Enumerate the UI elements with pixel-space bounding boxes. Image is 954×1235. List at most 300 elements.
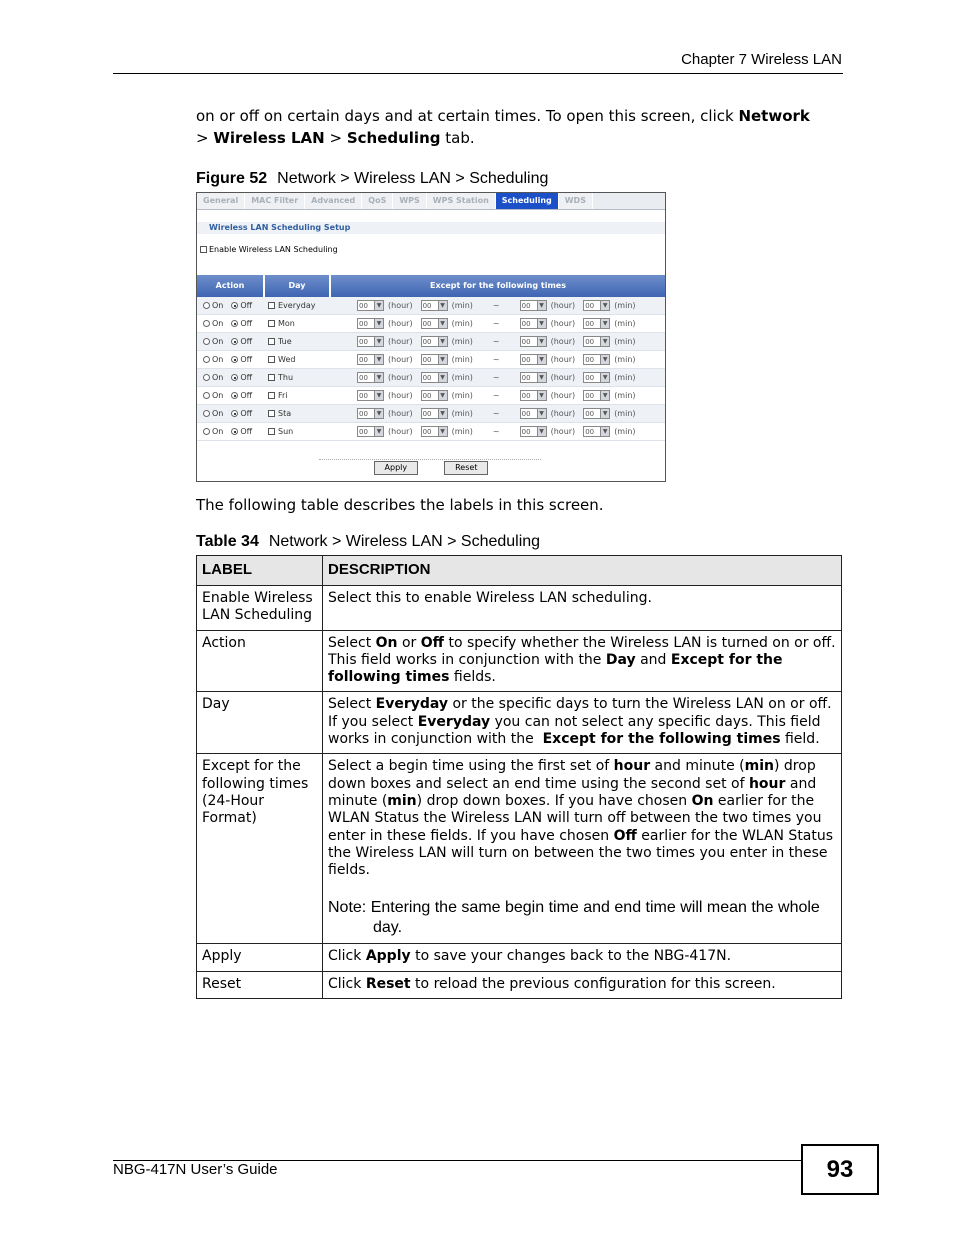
time-select-value: 00 — [359, 319, 368, 328]
label-description-table — [196, 555, 842, 999]
min-label: (min) — [614, 319, 636, 328]
time-select[interactable] — [421, 354, 448, 365]
schedule-row — [197, 333, 665, 351]
time-select-value: 00 — [359, 409, 368, 418]
day-label: Fri — [278, 391, 288, 400]
range-tilde: ~ — [492, 319, 500, 328]
schedule-row — [197, 369, 665, 387]
hour-label: (hour) — [550, 319, 576, 328]
desc-text: ) drop down boxes and select an end time using the second set of — [328, 758, 816, 792]
chevron-down-icon: ▼ — [600, 391, 609, 400]
off-radio[interactable] — [231, 356, 238, 363]
table-intro: The following table describes the labels in this screen. — [196, 496, 604, 514]
chevron-down-icon: ▼ — [600, 337, 609, 346]
enable-scheduling-label: Enable Wireless LAN Scheduling — [209, 244, 338, 254]
desc-bold: hour — [748, 775, 786, 792]
row-label: Except for the following times (24-Hour Format) — [197, 754, 323, 944]
chevron-down-icon: ▼ — [374, 409, 383, 418]
chevron-down-icon: ▼ — [537, 337, 546, 346]
hour-label: (hour) — [388, 319, 413, 328]
chevron-down-icon: ▼ — [600, 301, 609, 310]
time-select[interactable] — [421, 408, 448, 419]
time-select-value: 00 — [521, 373, 531, 382]
figure-number: Figure 52 — [196, 170, 268, 187]
chevron-down-icon: ▼ — [438, 373, 447, 382]
row-description — [323, 630, 842, 692]
desc-bold: Off — [613, 827, 637, 844]
day-checkbox[interactable] — [268, 356, 275, 363]
range-tilde: ~ — [492, 409, 500, 418]
scheduling-screenshot — [196, 192, 666, 482]
chevron-down-icon: ▼ — [600, 355, 609, 364]
table-row — [197, 586, 842, 631]
desc-text: and minute ( — [650, 758, 745, 775]
time-select-value: 00 — [359, 301, 368, 310]
min-label: (min) — [614, 391, 636, 400]
chevron-down-icon: ▼ — [374, 319, 383, 328]
off-label: Off — [240, 391, 253, 400]
day-label: Everyday — [278, 301, 316, 310]
times-cell — [331, 336, 665, 347]
times-cell — [331, 318, 665, 329]
times-cell — [331, 300, 665, 311]
schedule-header — [197, 275, 665, 297]
times-cell — [331, 408, 665, 419]
desc-bold: On — [691, 792, 714, 809]
hour-label: (hour) — [388, 391, 413, 400]
figure-caption — [196, 170, 548, 188]
figure-title: Network > Wireless LAN > Scheduling — [277, 170, 549, 187]
day-cell — [265, 391, 331, 400]
time-select[interactable] — [421, 372, 448, 383]
times-cell — [331, 354, 665, 365]
time-select-value: 00 — [422, 373, 432, 382]
hour-label: (hour) — [388, 337, 413, 346]
time-select-value: 00 — [585, 355, 595, 364]
time-select[interactable] — [583, 300, 610, 311]
day-checkbox[interactable] — [268, 374, 275, 381]
time-select-value: 00 — [359, 427, 368, 436]
day-label: Mon — [278, 319, 295, 328]
time-select-value: 00 — [585, 409, 595, 418]
time-select[interactable] — [421, 390, 448, 401]
range-tilde: ~ — [492, 373, 500, 382]
on-radio[interactable] — [203, 356, 210, 363]
min-label: (min) — [614, 427, 636, 436]
time-select[interactable] — [357, 390, 384, 401]
time-select[interactable] — [421, 426, 448, 437]
col-label: LABEL — [197, 556, 323, 586]
col-description: DESCRIPTION — [323, 556, 842, 586]
range-tilde: ~ — [492, 337, 500, 346]
tab-wps-station[interactable]: WPS Station — [427, 193, 496, 209]
min-label: (min) — [614, 337, 636, 346]
day-checkbox[interactable] — [268, 320, 275, 327]
time-select[interactable] — [520, 300, 547, 311]
button-bar — [197, 461, 665, 475]
time-select-value: 00 — [422, 337, 432, 346]
chevron-down-icon: ▼ — [374, 337, 383, 346]
time-select-value: 00 — [521, 427, 531, 436]
page-number: 93 — [801, 1144, 879, 1195]
intro-tail: tab. — [440, 129, 475, 147]
desc-text: Select a begin time using the first set of — [328, 758, 614, 775]
off-label: Off — [240, 373, 253, 382]
day-cell — [265, 301, 331, 310]
day-cell — [265, 319, 331, 328]
table-number: Table 34 — [196, 533, 259, 550]
hour-label: (hour) — [388, 409, 413, 418]
hour-label: (hour) — [388, 301, 413, 310]
day-checkbox[interactable] — [268, 428, 275, 435]
time-select[interactable] — [520, 354, 547, 365]
day-label: Thu — [278, 373, 294, 382]
hour-label: (hour) — [388, 427, 413, 436]
on-label: On — [212, 373, 224, 382]
desc-text: Select — [328, 696, 376, 713]
chevron-down-icon: ▼ — [374, 355, 383, 364]
apply-button[interactable]: Apply — [374, 461, 419, 475]
chevron-down-icon: ▼ — [537, 301, 546, 310]
on-radio[interactable] — [203, 392, 210, 399]
table-caption — [196, 533, 540, 551]
hour-label: (hour) — [550, 409, 576, 418]
chevron-down-icon: ▼ — [374, 373, 383, 382]
desc-text: to reload the previous configuration for this screen. — [410, 975, 776, 992]
desc-bold: hour — [613, 758, 651, 775]
intro-sep: > — [324, 129, 347, 147]
header-day: Day — [265, 275, 331, 297]
chevron-down-icon: ▼ — [438, 337, 447, 346]
range-tilde: ~ — [492, 355, 500, 364]
off-radio[interactable] — [231, 338, 238, 345]
time-select[interactable] — [421, 318, 448, 329]
time-select[interactable] — [583, 318, 610, 329]
schedule-row — [197, 351, 665, 369]
on-label: On — [212, 391, 224, 400]
note: Note: Entering the same begin time and end time will mean the whole day. — [328, 899, 820, 937]
desc-text: earlier for the WLAN Status the Wireless LAN will turn off between the two times you enter in these fields. If you have chosen — [328, 792, 822, 844]
range-tilde: ~ — [492, 427, 500, 436]
row-label: Action — [197, 630, 323, 692]
desc-text: or the specific days to turn the Wireless LAN on or off. If you select — [328, 696, 832, 730]
off-label: Off — [240, 409, 253, 418]
time-select[interactable] — [421, 300, 448, 311]
desc-text: Click — [328, 948, 366, 965]
tab-wps[interactable]: WPS — [393, 193, 426, 209]
off-label: Off — [240, 355, 253, 364]
off-radio[interactable] — [231, 374, 238, 381]
action-cell — [197, 301, 265, 310]
action-cell — [197, 427, 265, 436]
chevron-down-icon: ▼ — [438, 319, 447, 328]
desc-bold: Except for the following times — [542, 731, 781, 748]
row-description — [323, 754, 842, 944]
table-row — [197, 692, 842, 754]
chevron-down-icon: ▼ — [537, 427, 546, 436]
time-select-value: 00 — [422, 391, 432, 400]
desc-bold: Day — [605, 651, 636, 668]
schedule-rows — [197, 297, 665, 441]
desc-text: and minute ( — [328, 775, 817, 809]
times-cell — [331, 426, 665, 437]
desc-text: and — [635, 651, 671, 668]
time-select[interactable] — [583, 426, 610, 437]
table-row — [197, 754, 842, 944]
time-select[interactable] — [357, 426, 384, 437]
off-radio[interactable] — [231, 302, 238, 309]
row-label: Apply — [197, 944, 323, 971]
on-radio[interactable] — [203, 302, 210, 309]
on-radio[interactable] — [203, 338, 210, 345]
time-select[interactable] — [520, 372, 547, 383]
on-radio[interactable] — [203, 374, 210, 381]
hour-label: (hour) — [388, 355, 413, 364]
desc-bold: Everyday — [417, 713, 491, 730]
time-select-value: 00 — [585, 391, 595, 400]
min-label: (min) — [451, 373, 473, 382]
time-select-value: 00 — [359, 391, 368, 400]
hour-label: (hour) — [550, 391, 576, 400]
enable-scheduling-row — [197, 243, 665, 255]
chevron-down-icon: ▼ — [600, 409, 609, 418]
desc-bold: Reset — [365, 975, 411, 992]
day-cell — [265, 427, 331, 436]
time-select[interactable] — [357, 300, 384, 311]
setup-title: Wireless LAN Scheduling Setup — [197, 222, 665, 234]
time-select[interactable] — [520, 426, 547, 437]
hour-label: (hour) — [550, 337, 576, 346]
chevron-down-icon: ▼ — [438, 409, 447, 418]
chevron-down-icon: ▼ — [600, 373, 609, 382]
time-select-value: 00 — [359, 373, 368, 382]
day-label: Tue — [278, 337, 292, 346]
hour-label: (hour) — [550, 373, 576, 382]
chevron-down-icon: ▼ — [374, 391, 383, 400]
action-cell — [197, 373, 265, 382]
row-label: Reset — [197, 971, 323, 998]
chevron-down-icon: ▼ — [537, 409, 546, 418]
tab-mac-filter[interactable]: MAC Filter — [245, 193, 305, 209]
desc-bold: min — [387, 792, 417, 809]
on-label: On — [212, 427, 224, 436]
on-label: On — [212, 337, 224, 346]
table-title: Network > Wireless LAN > Scheduling — [268, 533, 541, 550]
intro-network: Network — [738, 107, 810, 125]
min-label: (min) — [451, 391, 473, 400]
action-cell — [197, 337, 265, 346]
desc-text: earlier for the WLAN Status the Wireless LAN will turn on between the two times you enter in these fields. — [328, 827, 834, 879]
times-cell — [331, 390, 665, 401]
time-select-value: 00 — [422, 409, 432, 418]
header-except: Except for the following times — [331, 275, 665, 297]
day-checkbox[interactable] — [268, 338, 275, 345]
chevron-down-icon: ▼ — [537, 355, 546, 364]
table-row — [197, 971, 842, 998]
desc-bold: Off — [420, 634, 444, 651]
time-select[interactable] — [583, 336, 610, 347]
time-select-value: 00 — [585, 319, 595, 328]
time-select[interactable] — [357, 318, 384, 329]
intro-text: on or off on certain days and at certain times. To open this screen, click — [196, 107, 739, 125]
footer-guide-title: NBG-417N User’s Guide — [113, 1161, 278, 1178]
desc-text: field. — [780, 731, 820, 748]
min-label: (min) — [451, 409, 473, 418]
desc-text: Click — [328, 975, 366, 992]
desc-text: to save your changes back to the NBG-417N. — [410, 948, 732, 965]
off-label: Off — [240, 427, 253, 436]
day-cell — [265, 373, 331, 382]
hour-label: (hour) — [550, 427, 576, 436]
desc-bold: min — [744, 758, 774, 775]
table-row — [197, 944, 842, 971]
header-action: Action — [197, 275, 265, 297]
desc-bold: Apply — [365, 948, 411, 965]
chevron-down-icon: ▼ — [438, 355, 447, 364]
chevron-down-icon: ▼ — [438, 391, 447, 400]
row-description — [323, 692, 842, 754]
chevron-down-icon: ▼ — [438, 301, 447, 310]
day-label: Sta — [278, 409, 292, 418]
day-cell — [265, 409, 331, 418]
off-radio[interactable] — [231, 428, 238, 435]
min-label: (min) — [451, 301, 473, 310]
time-select[interactable] — [357, 408, 384, 419]
range-tilde: ~ — [492, 301, 500, 310]
time-select-value: 00 — [521, 355, 531, 364]
day-cell — [265, 355, 331, 364]
time-select[interactable] — [583, 354, 610, 365]
day-checkbox[interactable] — [268, 410, 275, 417]
schedule-row — [197, 405, 665, 423]
time-select[interactable] — [520, 318, 547, 329]
tab-general[interactable]: General — [197, 193, 245, 209]
row-description: Select this to enable Wireless LAN scheduling. — [323, 586, 842, 631]
schedule-row — [197, 297, 665, 315]
desc-text: or — [397, 634, 421, 651]
off-label: Off — [240, 301, 253, 310]
min-label: (min) — [451, 427, 473, 436]
action-cell — [197, 391, 265, 400]
time-select[interactable] — [520, 390, 547, 401]
schedule-row — [197, 423, 665, 441]
day-cell — [265, 337, 331, 346]
desc-bold: On — [375, 634, 398, 651]
hour-label: (hour) — [388, 373, 413, 382]
chevron-down-icon: ▼ — [537, 391, 546, 400]
min-label: (min) — [614, 409, 636, 418]
row-label: Enable Wireless LAN Scheduling — [197, 586, 323, 631]
time-select[interactable] — [583, 408, 610, 419]
chevron-down-icon: ▼ — [537, 319, 546, 328]
intro-sep: > — [196, 129, 214, 147]
time-select-value: 00 — [585, 373, 595, 382]
chevron-down-icon: ▼ — [537, 373, 546, 382]
off-radio[interactable] — [231, 392, 238, 399]
on-label: On — [212, 319, 224, 328]
desc-text: to specify whether the Wireless LAN is turned on or off. This field works in conjunction with the — [328, 634, 836, 668]
desc-text: ) drop down boxes. If you have chosen — [416, 792, 692, 809]
hour-label: (hour) — [550, 355, 576, 364]
header-rule — [113, 73, 843, 74]
time-select-value: 00 — [521, 337, 531, 346]
tab-advanced[interactable]: Advanced — [305, 193, 362, 209]
reset-button[interactable]: Reset — [444, 461, 488, 475]
on-radio[interactable] — [203, 428, 210, 435]
time-select[interactable] — [357, 354, 384, 365]
range-tilde: ~ — [492, 391, 500, 400]
off-radio[interactable] — [231, 410, 238, 417]
day-label: Sun — [278, 427, 294, 436]
hour-label: (hour) — [550, 301, 576, 310]
tab-wds[interactable]: WDS — [559, 193, 593, 209]
min-label: (min) — [451, 355, 473, 364]
chevron-down-icon: ▼ — [438, 427, 447, 436]
row-description — [323, 944, 842, 971]
time-select-value: 00 — [422, 427, 432, 436]
on-radio[interactable] — [203, 410, 210, 417]
time-select-value: 00 — [585, 427, 595, 436]
chevron-down-icon: ▼ — [600, 319, 609, 328]
min-label: (min) — [451, 337, 473, 346]
action-cell — [197, 319, 265, 328]
desc-text: Select — [328, 634, 376, 651]
schedule-row — [197, 387, 665, 405]
time-select[interactable] — [583, 372, 610, 383]
on-label: On — [212, 409, 224, 418]
off-label: Off — [240, 319, 253, 328]
time-select-value: 00 — [359, 337, 368, 346]
day-checkbox[interactable] — [268, 392, 275, 399]
tab-qos[interactable]: QoS — [362, 193, 393, 209]
tab-bar — [197, 193, 665, 210]
chapter-header: Chapter 7 Wireless LAN — [681, 51, 842, 68]
table-header-row — [197, 556, 842, 586]
time-select-value: 00 — [422, 319, 432, 328]
time-select-value: 00 — [585, 337, 595, 346]
time-select-value: 00 — [521, 409, 531, 418]
time-select[interactable] — [520, 336, 547, 347]
time-select[interactable] — [357, 336, 384, 347]
min-label: (min) — [614, 373, 636, 382]
desc-bold: Except for the following times — [328, 651, 783, 686]
intro-scheduling: Scheduling — [346, 129, 441, 147]
row-description — [323, 971, 842, 998]
min-label: (min) — [451, 319, 473, 328]
tab-scheduling[interactable]: Scheduling — [496, 193, 559, 209]
off-label: Off — [240, 337, 253, 346]
time-select[interactable] — [583, 390, 610, 401]
on-label: On — [212, 355, 224, 364]
time-select-value: 00 — [521, 391, 531, 400]
off-radio[interactable] — [231, 320, 238, 327]
time-select-value: 00 — [521, 301, 531, 310]
chevron-down-icon: ▼ — [374, 301, 383, 310]
time-select[interactable] — [421, 336, 448, 347]
time-select[interactable] — [357, 372, 384, 383]
day-label: Wed — [278, 355, 296, 364]
time-select[interactable] — [520, 408, 547, 419]
intro-wireless-lan: Wireless LAN — [213, 129, 325, 147]
intro-paragraph — [196, 105, 846, 149]
time-select-value: 00 — [585, 301, 595, 310]
on-radio[interactable] — [203, 320, 210, 327]
schedule-row — [197, 315, 665, 333]
enable-scheduling-checkbox[interactable] — [200, 246, 207, 253]
day-checkbox[interactable] — [268, 302, 275, 309]
table-row — [197, 630, 842, 692]
desc-bold: Everyday — [375, 696, 449, 713]
